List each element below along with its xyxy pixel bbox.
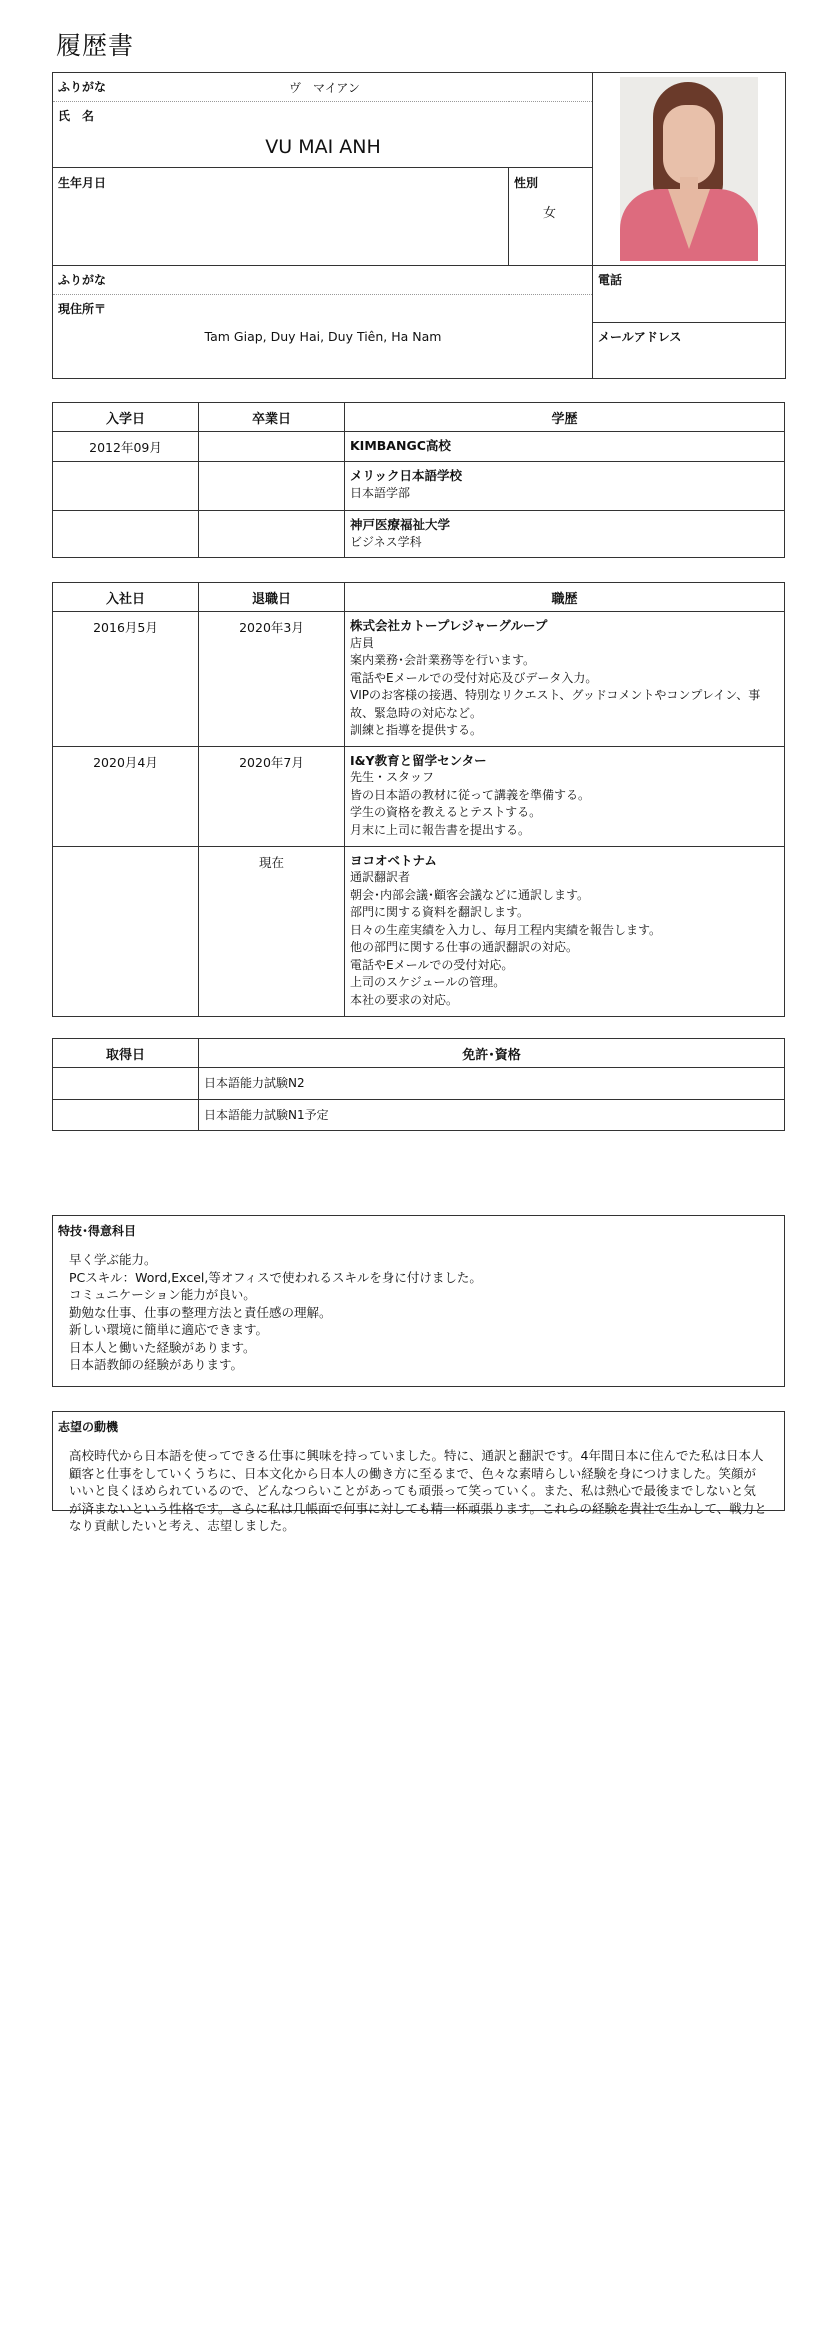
table-row — [53, 432, 785, 462]
skill-item: 勤勉な仕事、仕事の整理方法と責任感の理解。 — [69, 1304, 332, 1320]
edu-header-start: 入学日 — [53, 403, 199, 432]
work-duty: 通訳翻訳者 — [350, 870, 411, 884]
table-row — [53, 612, 785, 747]
photo-cell — [593, 73, 786, 266]
work-end: 2020年3月 — [199, 612, 345, 747]
work-duty: 先生・スタッフ — [350, 770, 435, 784]
edu-end — [199, 511, 345, 558]
table-row — [53, 846, 785, 1016]
edu-detail: ビジネス学科 — [350, 534, 422, 549]
license-name: 日本語能力試験N2 — [199, 1068, 785, 1100]
phone-label: 電話 — [598, 273, 623, 287]
furigana-label: ふりがな — [58, 80, 107, 94]
edu-start — [53, 511, 199, 558]
skills-label: 特技･得意科目 — [58, 1224, 137, 1238]
work-header-company: 職歴 — [345, 583, 785, 612]
email-cell — [593, 323, 786, 379]
work-end: 2020年7月 — [199, 746, 345, 846]
work-duty: 部門に関する資料を翻訳します。 — [350, 905, 530, 919]
license-date — [53, 1068, 199, 1100]
work-duty: 学生の資格を教えるとテストする。 — [350, 805, 542, 819]
table-row — [53, 1068, 785, 1100]
address-cell — [53, 295, 593, 379]
license-table — [52, 1038, 785, 1131]
edu-school: 神戸医療福祉大学 — [350, 517, 451, 532]
gender-label: 性別 — [514, 176, 539, 190]
skill-item: 日本語教師の経験があります。 — [69, 1357, 244, 1372]
furigana-value: ヴ マイアン — [289, 81, 360, 95]
skills-section — [52, 1215, 785, 1387]
work-duty: 他の部門に関する仕事の通訳翻訳の対応。 — [350, 940, 579, 954]
motivation-section — [52, 1411, 785, 1533]
license-date — [53, 1099, 199, 1131]
license-header-name: 免許･資格 — [199, 1039, 785, 1068]
name-cell — [53, 102, 593, 168]
motivation-text: 高校時代から日本語を使ってできる仕事に興味を持っていました。特に、通訳と翻訳です。4年間日本に住んでた私は日本人顧客と仕事をしていくうちに、日本文化から日本人の働き方に至るまで、色々な素晴らしい経験を身につけました。笑顔がいいと良くほめられているので、どんなつらいことがあっても頑張って笑っていく。また、私は熱心で最後までしないと気が済まないという性格です。さらに私は几帳面で何事に対しても精一杯頑張ります。これらの経験を貴社で生かして、戦力となり貢献したいと考え、志望しました。 — [69, 1448, 767, 1533]
birthdate-cell — [53, 168, 509, 266]
work-start: 2020月4月 — [53, 746, 199, 846]
table-row — [53, 511, 785, 558]
edu-start — [53, 462, 199, 511]
edu-detail: 日本語学部 — [350, 485, 411, 500]
work-duty: 訓練と指導を提供する。 — [350, 723, 483, 737]
work-duty: 月末に上司に報告書を提出する。 — [350, 822, 531, 837]
work-company: I&Y教育と留学センター — [350, 752, 487, 768]
edu-school: KIMBANGC高校 — [350, 438, 451, 453]
page-title: 履歴書 — [56, 31, 135, 60]
work-duty: 電話やEメールでの受付対応及びデータ入力。 — [350, 670, 598, 685]
skill-item: コミュニケーション能力が良い。 — [69, 1287, 256, 1302]
edu-header-end: 卒業日 — [199, 403, 345, 432]
work-duty: 本社の要求の対応。 — [350, 992, 459, 1007]
work-header-end: 退職日 — [199, 583, 345, 612]
gender-cell — [509, 168, 593, 266]
work-duty: 店員 — [350, 635, 375, 650]
license-header-date: 取得日 — [53, 1039, 199, 1068]
skill-item: 早く学ぶ能力。 — [69, 1252, 157, 1267]
profile-table — [52, 72, 786, 379]
work-duty: 朝会･内部会議･顧客会議などに通訳します。 — [350, 887, 590, 902]
gender-value: 女 — [543, 206, 557, 221]
work-duty: 上司のスケジュールの管理。 — [350, 975, 506, 989]
edu-header-school: 学歴 — [345, 403, 785, 432]
work-duty: VIPのお客様の接遇、特別なリクエスト、グッドコメントやコンプレイン、事故、緊急時の対応など。 — [350, 688, 761, 720]
address-furigana-label: ふりがな — [58, 273, 107, 287]
name-value: VU MAI ANH — [265, 136, 381, 158]
table-row — [53, 462, 785, 511]
work-duty: 電話やEメールでの受付対応。 — [350, 957, 514, 972]
email-label: メールアドレス — [598, 330, 682, 344]
skill-item: PCスキル：Word,Excel,等オフィスで使われるスキルを身に付けました。 — [69, 1269, 482, 1285]
work-table — [52, 582, 785, 1017]
furigana-cell — [53, 73, 593, 102]
profile-photo — [620, 77, 758, 261]
edu-end — [199, 432, 345, 462]
work-header-start: 入社日 — [53, 583, 199, 612]
phone-cell — [593, 266, 786, 323]
work-start: 2016月5月 — [53, 612, 199, 747]
work-duty: 案内業務･会計業務等を行います。 — [350, 653, 536, 667]
work-start — [53, 846, 199, 1016]
license-name: 日本語能力試験N1予定 — [199, 1099, 785, 1131]
birthdate-label: 生年月日 — [58, 176, 107, 190]
table-row — [53, 1099, 785, 1131]
work-company: 株式会社カトープレジャーグループ — [350, 618, 548, 633]
address-value: Tam Giap, Duy Hai, Duy Tiên, Ha Nam — [204, 329, 442, 344]
table-row — [53, 746, 785, 846]
edu-school: メリック日本語学校 — [350, 468, 463, 483]
motivation-label: 志望の動機 — [58, 1420, 119, 1434]
work-end: 現在 — [199, 846, 345, 1016]
work-company: ヨコオベトナム — [350, 852, 437, 868]
work-duty: 皆の日本語の教材に従って講義を準備する。 — [350, 787, 591, 802]
edu-end — [199, 462, 345, 511]
address-furigana-cell — [53, 266, 593, 295]
skill-item: 新しい環境に簡単に適応できます。 — [69, 1322, 269, 1337]
name-label: 氏 名 — [58, 109, 95, 123]
work-duty: 日々の生産実績を入力し、毎月工程内実績を報告します。 — [350, 922, 662, 937]
edu-start: 2012年09月 — [53, 432, 199, 462]
skill-item: 日本人と働いた経験があります。 — [69, 1339, 256, 1355]
address-label: 現住所〒 — [58, 302, 107, 316]
education-table — [52, 402, 785, 558]
skills-list — [53, 1245, 784, 1392]
